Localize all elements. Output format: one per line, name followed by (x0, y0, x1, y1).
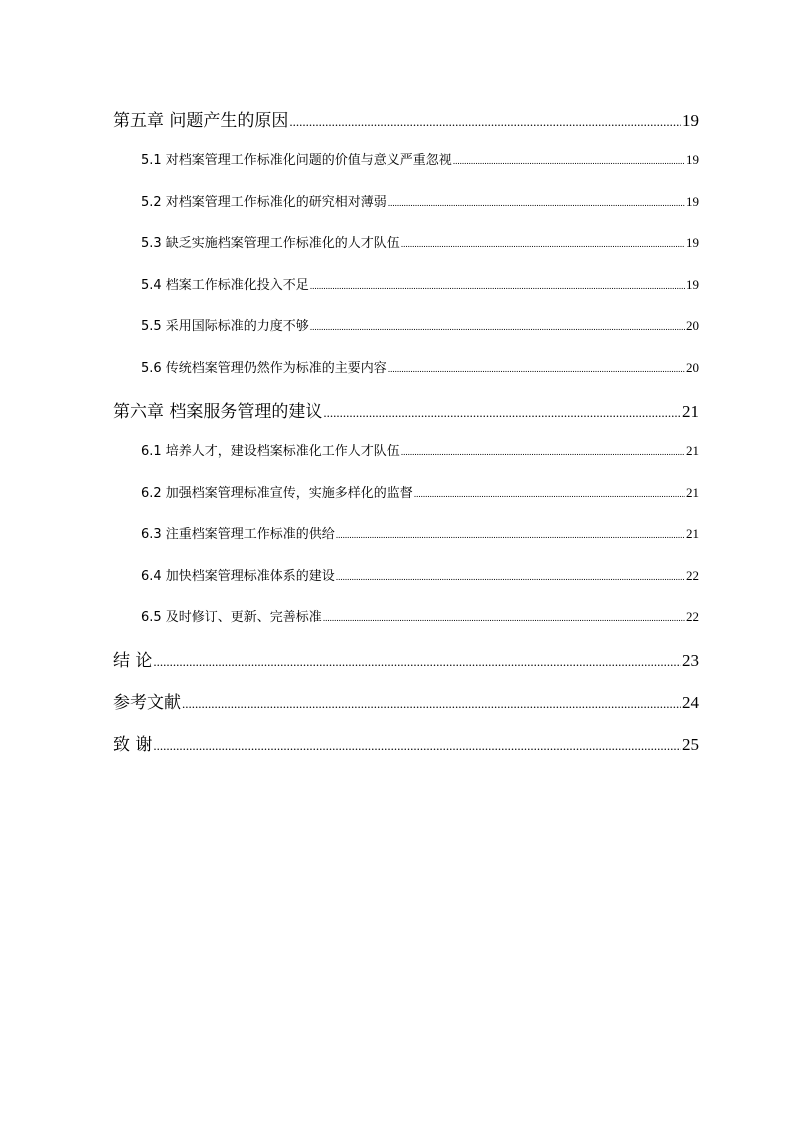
toc-entry-title: 致 谢 (113, 735, 153, 755)
toc-leader-dots (323, 405, 681, 421)
toc-entry-title: 6.5 及时修订、更新、完善标准 (141, 610, 322, 625)
toc-leader-dots (323, 613, 685, 623)
toc-entry-5-3[interactable] (141, 232, 699, 251)
toc-entry-chapter-5[interactable] (113, 106, 699, 131)
toc-leader-dots (182, 696, 681, 712)
toc-entry-page: 23 (682, 651, 699, 670)
toc-leader-dots (453, 156, 685, 166)
toc-entry-page: 21 (686, 485, 699, 500)
toc-entry-page: 19 (686, 277, 699, 292)
toc-entry-page: 25 (682, 735, 699, 754)
toc-leader-dots (310, 322, 685, 332)
toc-entry-title: 5.2 对档案管理工作标准化的研究相对薄弱 (141, 195, 387, 210)
toc-entry-title: 结 论 (113, 651, 153, 671)
toc-leader-dots (336, 572, 685, 582)
toc-entry-6-3[interactable] (141, 523, 699, 542)
toc-entry-page: 19 (682, 111, 699, 130)
toc-leader-dots (388, 198, 685, 208)
toc-leader-dots (414, 489, 685, 499)
toc-entry-title: 5.6 传统档案管理仍然作为标准的主要内容 (141, 361, 387, 376)
toc-leader-dots (388, 364, 685, 374)
toc-entry-page: 19 (686, 194, 699, 209)
toc-entry-5-2[interactable] (141, 191, 699, 210)
toc-entry-5-6[interactable] (141, 357, 699, 376)
toc-entry-title: 第六章 档案服务管理的建议 (113, 402, 323, 422)
toc-entry-title: 5.4 档案工作标准化投入不足 (141, 278, 309, 293)
toc-entry-5-4[interactable] (141, 274, 699, 293)
toc-entry-title: 6.2 加强档案管理标准宣传，实施多样化的监督 (141, 486, 413, 501)
toc-entry-page: 22 (686, 609, 699, 624)
toc-entry-title: 第五章 问题产生的原因 (113, 111, 289, 131)
toc-entry-page: 19 (686, 235, 699, 250)
toc-entry-page: 21 (686, 443, 699, 458)
toc-entry-title: 5.3 缺乏实施档案管理工作标准化的人才队伍 (141, 236, 400, 251)
toc-leader-dots (153, 738, 681, 754)
toc-entry-title: 6.1 培养人才，建设档案标准化工作人才队伍 (141, 444, 400, 459)
toc-entry-title: 6.4 加快档案管理标准体系的建设 (141, 569, 335, 584)
toc-entry-6-4[interactable] (141, 565, 699, 584)
toc-leader-dots (153, 654, 681, 670)
toc-entry-page: 20 (686, 318, 699, 333)
toc-entry-5-5[interactable] (141, 315, 699, 334)
toc-leader-dots (401, 239, 685, 249)
toc-entry-title: 参考文献 (113, 693, 181, 713)
toc-entry-page: 22 (686, 568, 699, 583)
toc-leader-dots (289, 114, 681, 130)
toc-entry-title: 6.3 注重档案管理工作标准的供给 (141, 527, 335, 542)
toc-leader-dots (336, 530, 685, 540)
toc-entry-page: 20 (686, 360, 699, 375)
toc-leader-dots (310, 281, 685, 291)
toc-entry-5-1[interactable] (141, 149, 699, 168)
toc-entry-6-2[interactable] (141, 482, 699, 501)
toc-entry-6-1[interactable] (141, 440, 699, 459)
toc-entry-title: 5.5 采用国际标准的力度不够 (141, 319, 309, 334)
toc-entry-references[interactable] (113, 688, 699, 713)
toc-entry-page: 24 (682, 693, 699, 712)
toc-entry-title: 5.1 对档案管理工作标准化问题的价值与意义严重忽视 (141, 153, 452, 168)
toc-entry-conclusion[interactable] (113, 646, 699, 671)
toc-entry-chapter-6[interactable] (113, 397, 699, 422)
toc-entry-page: 19 (686, 152, 699, 167)
toc-entry-acknowledgements[interactable] (113, 730, 699, 755)
toc-entry-page: 21 (682, 402, 699, 421)
toc-leader-dots (401, 447, 685, 457)
toc-entry-page: 21 (686, 526, 699, 541)
toc-entry-6-5[interactable] (141, 606, 699, 625)
